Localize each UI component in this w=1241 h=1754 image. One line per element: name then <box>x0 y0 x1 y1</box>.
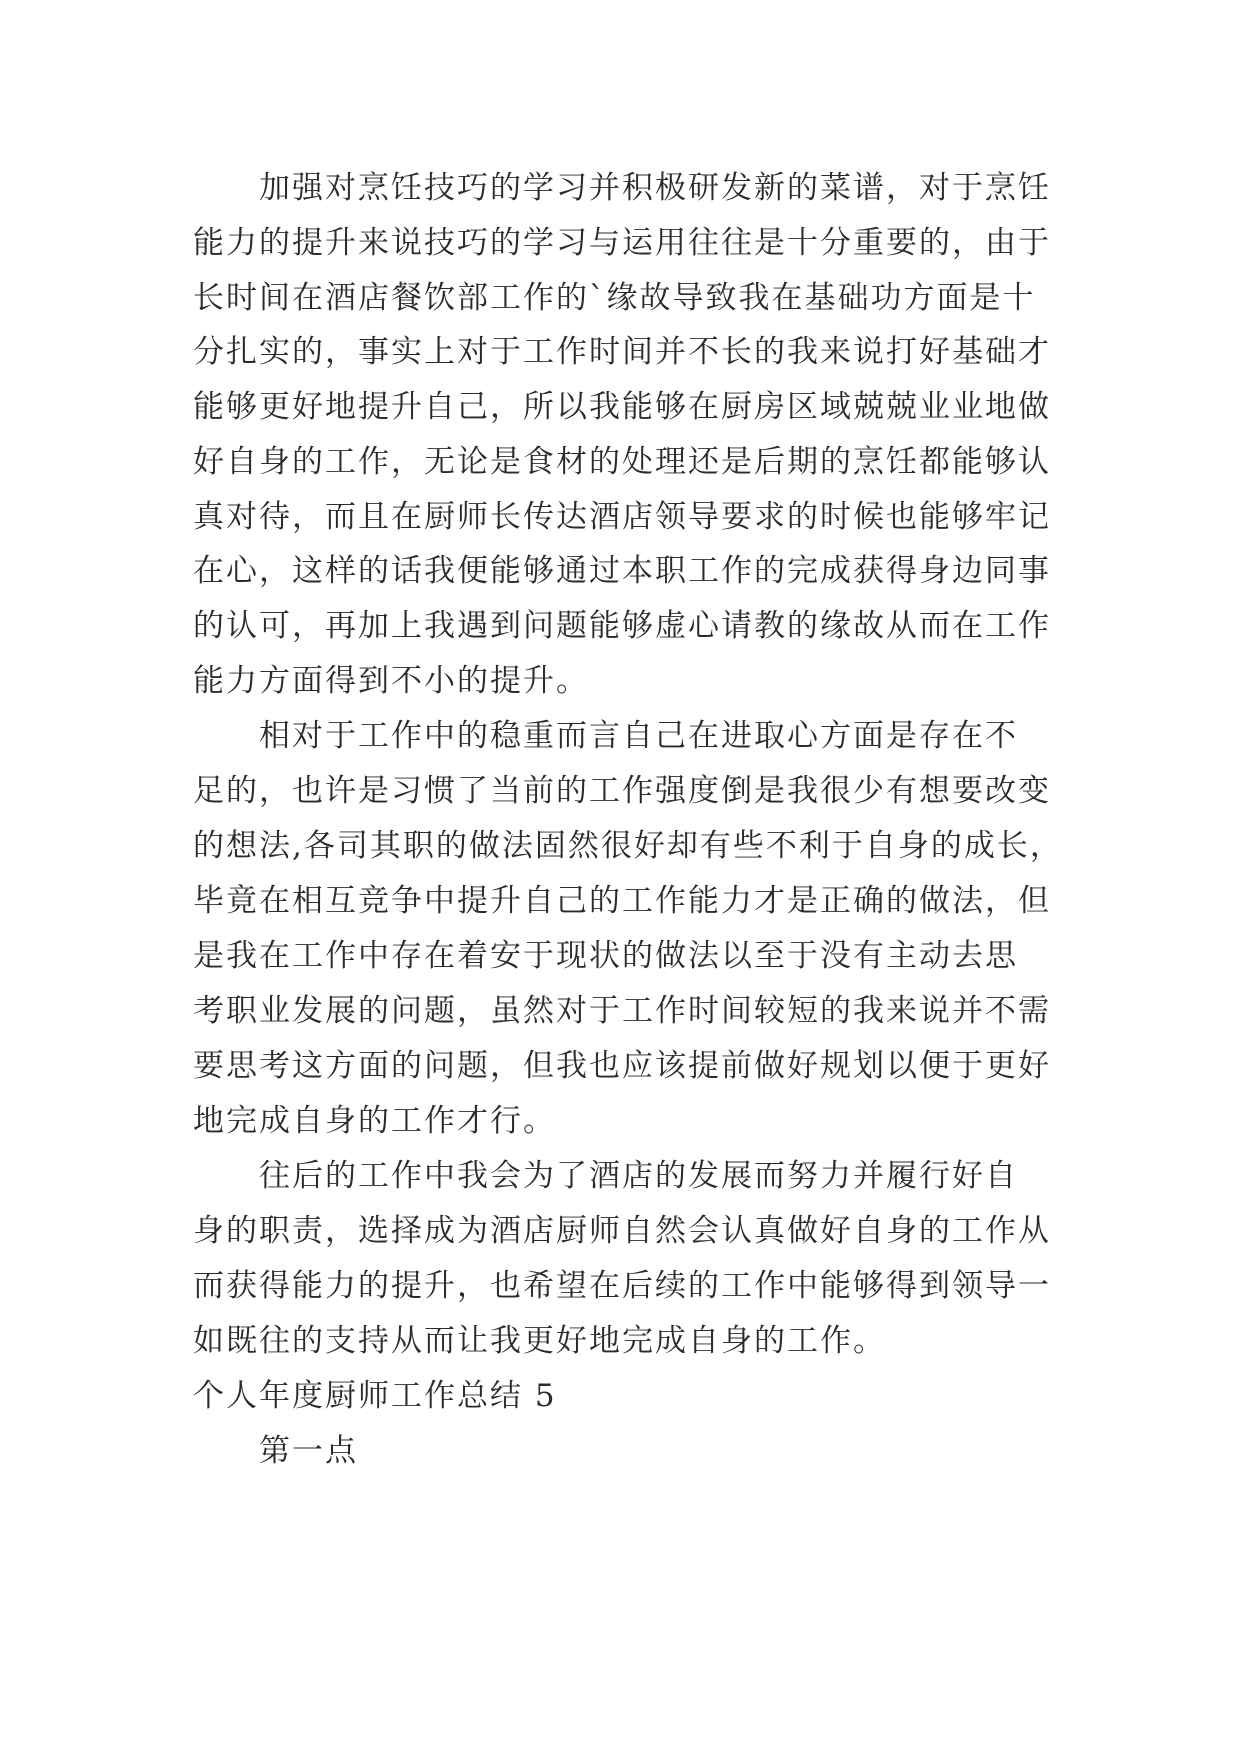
paragraph-1-line-8: 在心，这样的话我便能够通过本职工作的完成获得身边同事 <box>193 553 1051 589</box>
paragraph-2-line-7: 要思考这方面的问题，但我也应该提前做好规划以便于更好 <box>193 1048 1051 1084</box>
paragraph-2-line-4: 毕竟在相互竞争中提升自己的工作能力才是正确的做法，但 <box>193 883 1051 919</box>
paragraph-3-line-2: 身的职责，选择成为酒店厨师自然会认真做好自身的工作从 <box>193 1213 1051 1249</box>
paragraph-1-line-5: 能够更好地提升自己，所以我能够在厨房区域兢兢业业地做 <box>193 389 1051 425</box>
section-heading: 个人年度厨师工作总结 5 <box>193 1378 557 1414</box>
paragraph-2-line-1: 相对于工作中的稳重而言自己在进取心方面是存在不 <box>259 718 1018 754</box>
paragraph-2-line-5: 是我在工作中存在着安于现状的做法以至于没有主动去思 <box>193 938 1018 974</box>
paragraph-1-line-2: 能力的提升来说技巧的学习与运用往往是十分重要的，由于 <box>193 225 1051 261</box>
paragraph-1-line-6: 好自身的工作，无论是食材的处理还是后期的烹饪都能够认 <box>193 444 1051 480</box>
paragraph-2-line-2: 足的，也许是习惯了当前的工作强度倒是我很少有想要改变 <box>193 773 1051 809</box>
paragraph-3-line-3: 而获得能力的提升，也希望在后续的工作中能够得到领导一 <box>193 1268 1051 1304</box>
paragraph-1-line-7: 真对待，而且在厨师长传达酒店领导要求的时候也能够牢记 <box>193 499 1051 535</box>
paragraph-1-line-9: 的认可，再加上我遇到问题能够虚心请教的缘故从而在工作 <box>193 608 1051 644</box>
paragraph-1-line-3: 长时间在酒店餐饮部工作的`缘故导致我在基础功方面是十 <box>193 280 1036 316</box>
paragraph-2-line-8: 地完成自身的工作才行。 <box>193 1103 556 1139</box>
paragraph-1-line-4: 分扎实的，事实上对于工作时间并不长的我来说打好基础才 <box>193 334 1051 370</box>
subsection-label: 第一点 <box>259 1433 358 1469</box>
paragraph-2-line-6: 考职业发展的问题，虽然对于工作时间较短的我来说并不需 <box>193 993 1051 1029</box>
paragraph-1-line-1: 加强对烹饪技巧的学习并积极研发新的菜谱，对于烹饪 <box>259 170 1051 206</box>
paragraph-1-line-10: 能力方面得到不小的提升。 <box>193 663 589 699</box>
paragraph-3-line-1: 往后的工作中我会为了酒店的发展而努力并履行好自 <box>259 1158 1018 1194</box>
paragraph-2-line-3: 的想法,各司其职的做法固然很好却有些不利于自身的成长， <box>193 828 1063 864</box>
paragraph-3-line-4: 如既往的支持从而让我更好地完成自身的工作。 <box>193 1323 886 1359</box>
